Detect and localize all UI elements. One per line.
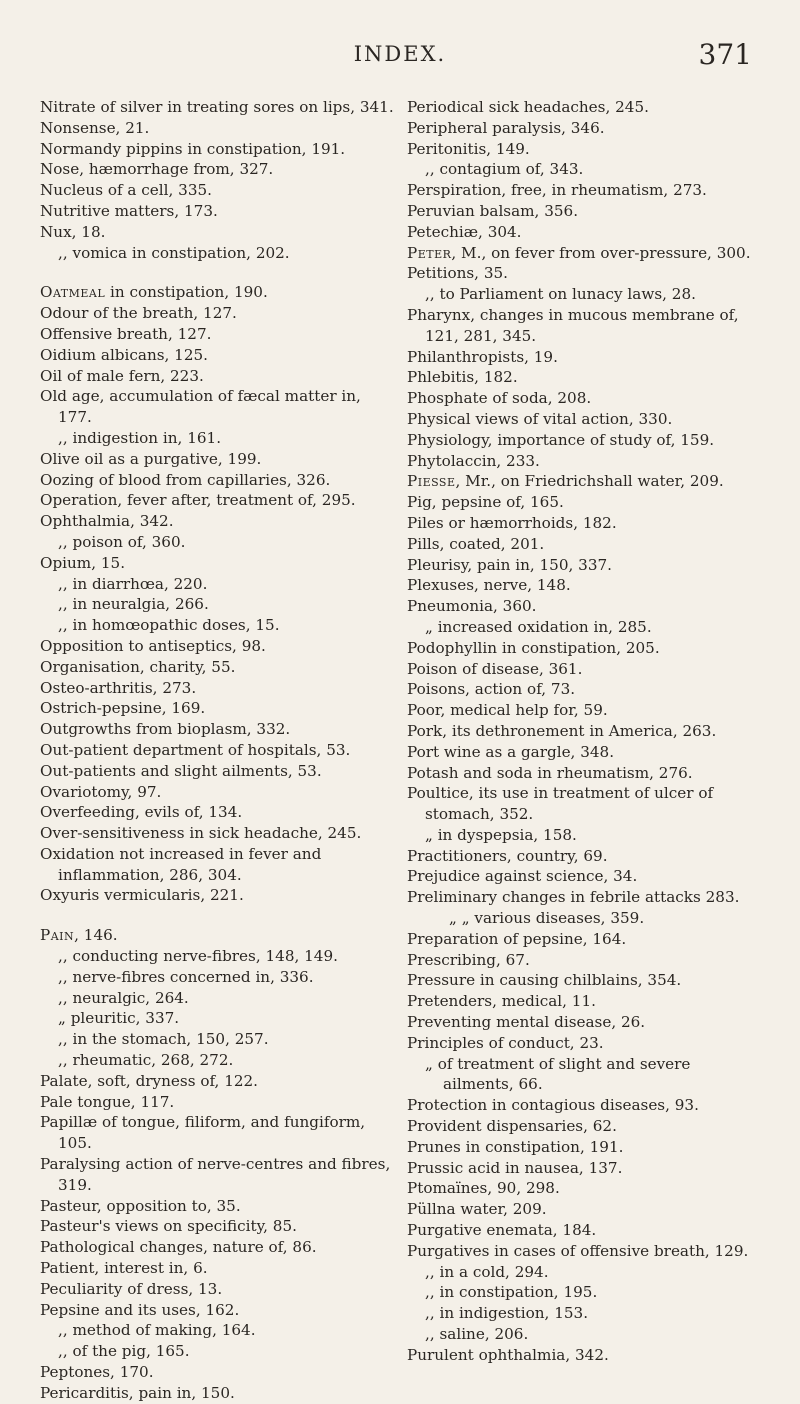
index-entry: Pneumonia, 360. [407, 597, 537, 616]
index-entry: Peritonitis, 149. [407, 139, 530, 158]
index-entry: ,, in indigestion, 153. [425, 1304, 589, 1323]
index-entry: „ „ various diseases, 359. [449, 909, 645, 928]
index-entry: Organisation, charity, 55. [40, 657, 236, 676]
index-entry: Out-patients and slight ailments, 53. [40, 761, 322, 780]
index-column-right [407, 97, 763, 1366]
index-entry: Ptomaïnes, 90, 298. [407, 1179, 560, 1198]
index-entry: Ophthalmia, 342. [40, 512, 174, 531]
index-entry: Practitioners, country, 69. [407, 846, 608, 865]
page-header [0, 0, 800, 80]
index-entry: Over-sensitiveness in sick headache, 245. [40, 824, 362, 843]
index-entry: Nux, 18. [40, 222, 106, 241]
index-entry: Philanthropists, 19. [407, 347, 558, 366]
index-entry: Opposition to antiseptics, 98. [40, 636, 266, 655]
index-entry: Preparation of pepsine, 164. [407, 929, 627, 948]
index-entry: „ increased oxidation in, 285. [425, 617, 652, 636]
index-entry: Phosphate of soda, 208. [407, 389, 592, 408]
index-entry: Perspiration, free, in rheumatism, 273. [407, 181, 707, 200]
running-head: INDEX. [353, 42, 447, 66]
lead-word: Peter [407, 243, 452, 262]
index-column-left [40, 97, 396, 1404]
index-entry: Prunes in constipation, 191. [407, 1137, 624, 1156]
lead-word: Oatmeal [40, 283, 106, 302]
index-entry: „ in dyspepsia, 158. [425, 825, 577, 844]
index-entry: Phlebitis, 182. [407, 368, 518, 387]
index-entry: Pale tongue, 117. [40, 1092, 175, 1111]
index-entry: Potash and soda in rheumatism, 276. [407, 763, 693, 782]
index-entry: Pathological changes, nature of, 86. [40, 1238, 317, 1257]
index-entry: Ovariotomy, 97. [40, 782, 162, 801]
index-entry: Palate, soft, dryness of, 122. [40, 1071, 259, 1090]
index-entry: ,, conducting nerve-fibres, 148, 149. [58, 947, 338, 966]
index-entry: Peptones, 170. [40, 1363, 154, 1382]
index-entry: Petitions, 35. [407, 264, 508, 283]
index-entry: Preventing mental disease, 26. [407, 1013, 646, 1032]
index-entry: Physiology, importance of study of, 159. [407, 430, 715, 449]
index-entry: ,, rheumatic, 268, 272. [58, 1051, 234, 1070]
index-entry: Püllna water, 209. [407, 1200, 547, 1219]
index-entry: Normandy pippins in constipation, 191. [40, 139, 346, 158]
index-entry: Pain, 146. [40, 926, 118, 945]
index-entry: Phytolaccin, 233. [407, 451, 540, 470]
index-entry: Pasteur's views on specificity, 85. [40, 1217, 297, 1236]
lead-word: Piesse [407, 472, 456, 491]
index-entry: ,, in diarrhœa, 220. [58, 574, 208, 593]
index-entry: Peter, M., on fever from over-pressure, 300. [407, 243, 751, 262]
index-entry: Offensive breath, 127. [40, 324, 212, 343]
index-entry: Poisons, action of, 73. [407, 680, 576, 699]
index-entry: Poor, medical help for, 59. [407, 701, 608, 720]
index-entry: Oil of male fern, 223. [40, 366, 204, 385]
index-entry: Nutritive matters, 173. [40, 201, 218, 220]
index-entry: Periodical sick headaches, 245. [407, 98, 649, 116]
index-entry: Opium, 15. [40, 553, 126, 572]
index-entry: Patient, interest in, 6. [40, 1259, 208, 1278]
index-entry: Pork, its dethronement in America, 263. [407, 721, 717, 740]
index-entry: Principles of conduct, 23. [407, 1033, 604, 1052]
lead-word: Pain [40, 926, 75, 945]
index-entry: Pasteur, opposition to, 35. [40, 1196, 241, 1215]
index-entry: Piles or hæmorrhoids, 182. [407, 513, 617, 532]
index-entry: Operation, fever after, treatment of, 295. [40, 491, 356, 510]
index-entry: ,, in constipation, 195. [425, 1283, 598, 1302]
index-entry: Piesse, Mr., on Friedrichshall water, 209. [407, 472, 724, 491]
index-entry: ,, indigestion in, 161. [58, 428, 222, 447]
index-entry: Podophyllin in constipation, 205. [407, 638, 660, 657]
index-entry: Oxyuris vermicularis, 221. [40, 886, 244, 905]
index-entry: ,, in neuralgia, 266. [58, 595, 209, 614]
index-entry: ,, to Parliament on lunacy laws, 28. [425, 285, 696, 304]
index-entry: ,, poison of, 360. [58, 532, 186, 551]
index-entry: Out-patient department of hospitals, 53. [40, 740, 351, 759]
index-entry: „ pleuritic, 337. [58, 1009, 180, 1028]
index-entry: Pleurisy, pain in, 150, 337. [407, 555, 612, 574]
index-entry: Nonsense, 21. [40, 118, 150, 137]
index-entry: ,, saline, 206. [425, 1325, 529, 1344]
index-entry: Paralysing action of nerve-centres and fibres, 319. [40, 1155, 391, 1194]
index-entry: Physical views of vital action, 330. [407, 409, 673, 428]
index-entry: ,, neuralgic, 264. [58, 988, 189, 1007]
index-entry: Peruvian balsam, 356. [407, 201, 579, 220]
index-entry: Purulent ophthalmia, 342. [407, 1345, 609, 1364]
index-entry: Pericarditis, pain in, 150. [40, 1383, 235, 1402]
index-entry: Pepsine and its uses, 162. [40, 1300, 240, 1319]
index-entry: Peculiarity of dress, 13. [40, 1279, 223, 1298]
index-entry: Poison of disease, 361. [407, 659, 583, 678]
index-entry: Papillæ of tongue, filiform, and fungiform, 105. [40, 1113, 366, 1153]
index-entry: Petechiæ, 304. [407, 222, 522, 241]
index-entry: Pressure in causing chilblains, 354. [407, 971, 682, 990]
index-entry: ,, in a cold, 294. [425, 1262, 549, 1281]
index-entry: Overfeeding, evils of, 134. [40, 803, 243, 822]
index-entry: Purgatives in cases of offensive breath, 129. [407, 1241, 749, 1260]
index-entry: Old age, accumulation of fæcal matter in, 177. [40, 387, 361, 427]
index-entry: Oxidation not increased in fever and inflammation, 286, 304. [40, 844, 322, 884]
index-entry: ,, contagium of, 343. [425, 160, 584, 179]
index-entry: Port wine as a gargle, 348. [407, 742, 615, 761]
index-entry: Provident dispensaries, 62. [407, 1117, 617, 1136]
index-entry: ,, in the stomach, 150, 257. [58, 1030, 269, 1049]
index-entry: Prescribing, 67. [407, 950, 530, 969]
index-entry: Nucleus of a cell, 335. [40, 181, 212, 200]
index-entry: ,, of the pig, 165. [58, 1342, 190, 1361]
index-entry: Odour of the breath, 127. [40, 304, 237, 323]
index-entry: Ostrich-pepsine, 169. [40, 699, 206, 718]
index-entry: Nose, hæmorrhage from, 327. [40, 160, 274, 179]
index-entry: Pills, coated, 201. [407, 534, 545, 553]
index-entry: Plexuses, nerve, 148. [407, 576, 571, 595]
index-entry: Poultice, its use in treatment of ulcer of stomach, 352. [407, 784, 714, 824]
page-number: 371 [698, 38, 752, 71]
index-entry: Protection in contagious diseases, 93. [407, 1096, 699, 1115]
index-entry: Outgrowths from bioplasm, 332. [40, 720, 291, 739]
index-entry: ,, method of making, 164. [58, 1321, 256, 1340]
index-entry: Pharynx, changes in mucous membrane of, 121, 281, 345. [407, 305, 739, 345]
index-entry: Oidium albicans, 125. [40, 345, 208, 364]
index-entry: Osteo-arthritis, 273. [40, 678, 197, 697]
index-entry: Prussic acid in nausea, 137. [407, 1158, 623, 1177]
index-entry: ,, vomica in constipation, 202. [58, 243, 290, 262]
index-entry: „ of treatment of slight and severe ailments, 66. [425, 1054, 691, 1094]
index-entry: Prejudice against science, 34. [407, 867, 638, 886]
index-entry: Oozing of blood from capillaries, 326. [40, 470, 331, 489]
index-entry: Pig, pepsine of, 165. [407, 493, 564, 512]
index-entry: ,, in homœopathic doses, 15. [58, 616, 280, 635]
index-entry: Pretenders, medical, 11. [407, 992, 596, 1011]
index-entry: Purgative enemata, 184. [407, 1221, 597, 1240]
index-entry: ,, nerve-fibres concerned in, 336. [58, 967, 314, 986]
index-entry: Oatmeal in constipation, 190. [40, 283, 268, 302]
index-entry: Nitrate of silver in treating sores on lips, 341. [40, 98, 394, 116]
index-entry: Olive oil as a purgative, 199. [40, 449, 262, 468]
index-entry: Preliminary changes in febrile attacks 283. [407, 888, 740, 907]
index-entry: Peripheral paralysis, 346. [407, 118, 605, 137]
